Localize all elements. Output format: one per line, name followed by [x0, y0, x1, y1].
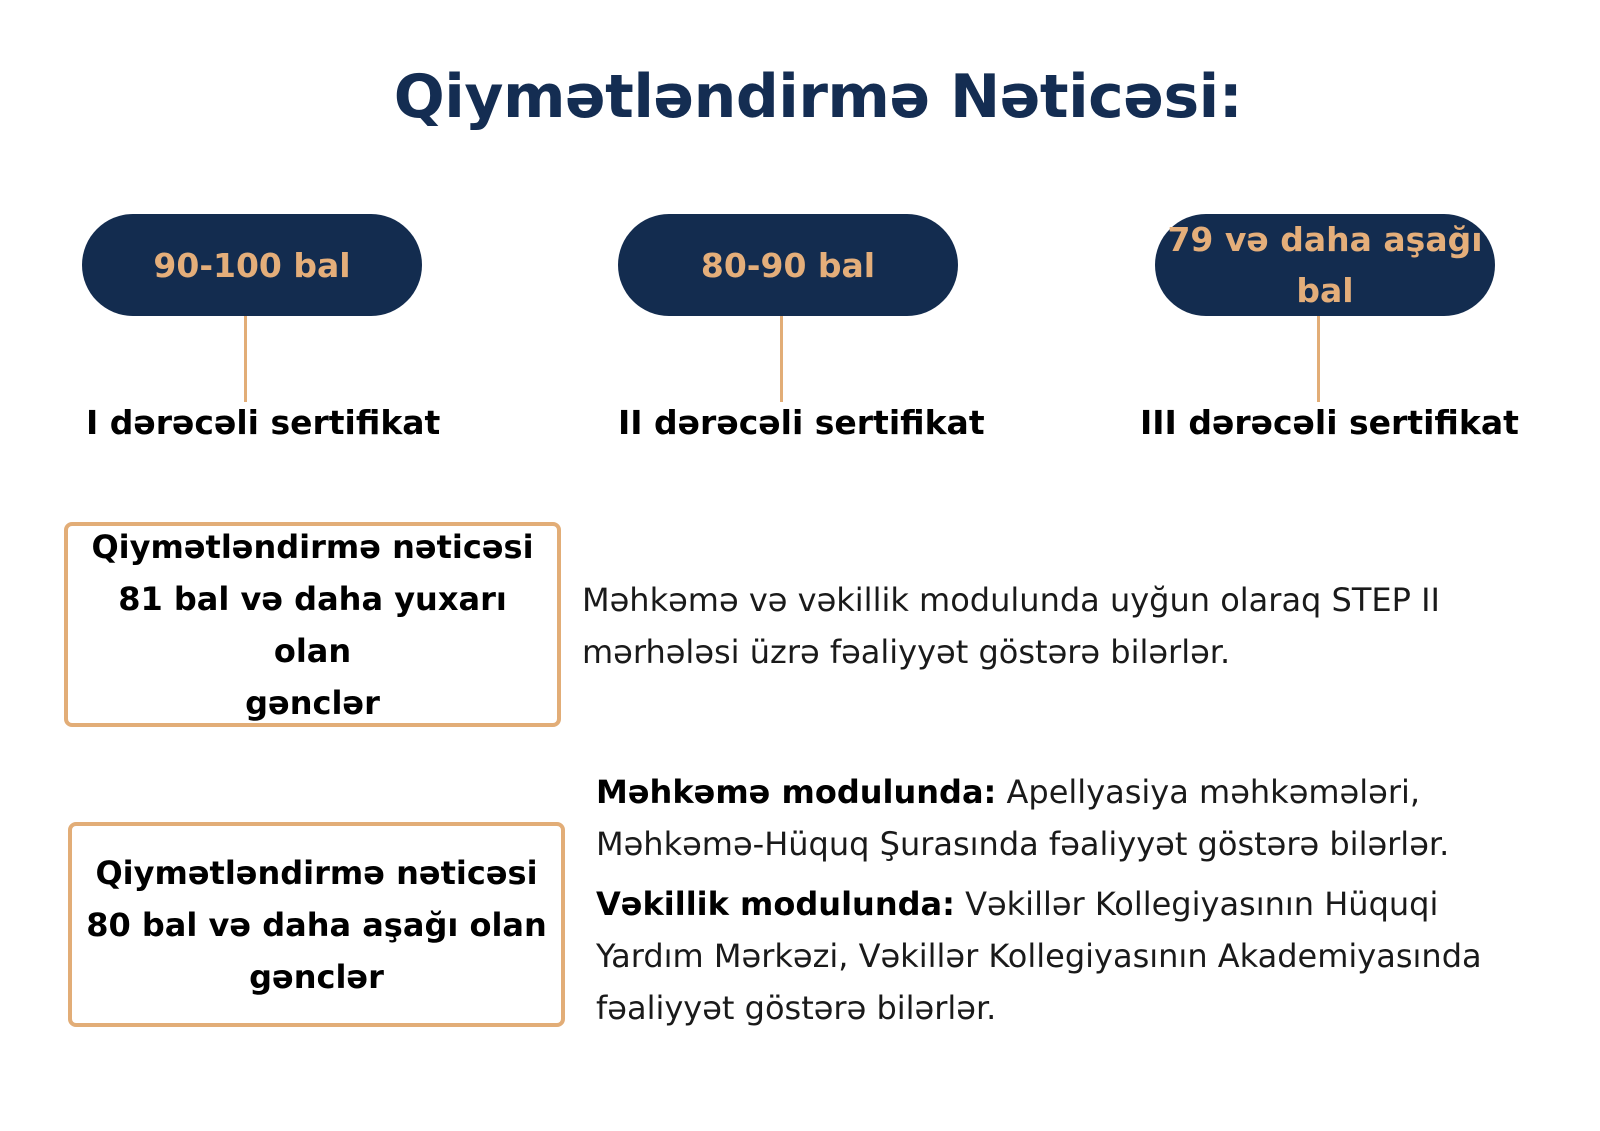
score-range-pill-1: [82, 214, 422, 316]
group-description-80-minus: [596, 766, 1546, 1034]
score-range-label: 79 və daha aşağı: [1167, 220, 1483, 259]
court-module-text: Apellyasiya məhkəmələri, Məhkəmə-Hüquq Şurasında fəaliyyət göstərə bilərlər.: [596, 773, 1450, 863]
group-box-line: 81 bal və daha yuxarı olan: [118, 579, 507, 670]
certificate-label-2: II dərəcəli sertifikat: [618, 403, 985, 442]
connector-line: [780, 316, 783, 402]
score-range-label-cont: bal: [1296, 271, 1354, 310]
group-box-81-plus: [64, 522, 561, 727]
group-box-line: gənclər: [245, 683, 380, 722]
advocacy-module-text: Vəkillər Kollegiyasının Hüquqi Yardım Mərkəzi, Vəkillər Kollegiyasının Akademiyasında fəaliyyət göstərə bilərlər.: [596, 885, 1482, 1027]
connector-line: [244, 316, 247, 402]
score-range-label: 90-100 bal: [153, 245, 351, 285]
score-range-pill-2: [618, 214, 958, 316]
advocacy-module-paragraph: [596, 878, 1546, 1034]
court-module-label: Məhkəmə modulunda:: [596, 773, 997, 811]
court-module-paragraph: [596, 766, 1546, 870]
group-box-line: Qiymətləndirmə nəticəsi: [91, 527, 534, 566]
connector-line: [1317, 316, 1320, 402]
page-title: Qiymətləndirmə Nəticəsi:: [393, 62, 1243, 132]
score-range-pill-3: [1155, 214, 1495, 316]
group-box-80-minus: [68, 822, 565, 1027]
group-box-line: gənclər: [249, 957, 384, 996]
score-range-label: 80-90 bal: [700, 245, 876, 285]
group-box-line: Qiymətləndirmə nəticəsi: [95, 853, 538, 892]
group-box-line: 80 bal və daha aşağı olan: [86, 905, 547, 944]
group-description-81-plus: Məhkəmə və vəkillik modulunda uyğun olaraq STEP II mərhələsi üzrə fəaliyyət göstərə bilərlər.: [582, 581, 1440, 671]
certificate-label-1: I dərəcəli sertifikat: [86, 403, 441, 442]
advocacy-module-label: Vəkillik modulunda:: [596, 885, 955, 923]
certificate-label-3: III dərəcəli sertifikat: [1140, 403, 1519, 442]
